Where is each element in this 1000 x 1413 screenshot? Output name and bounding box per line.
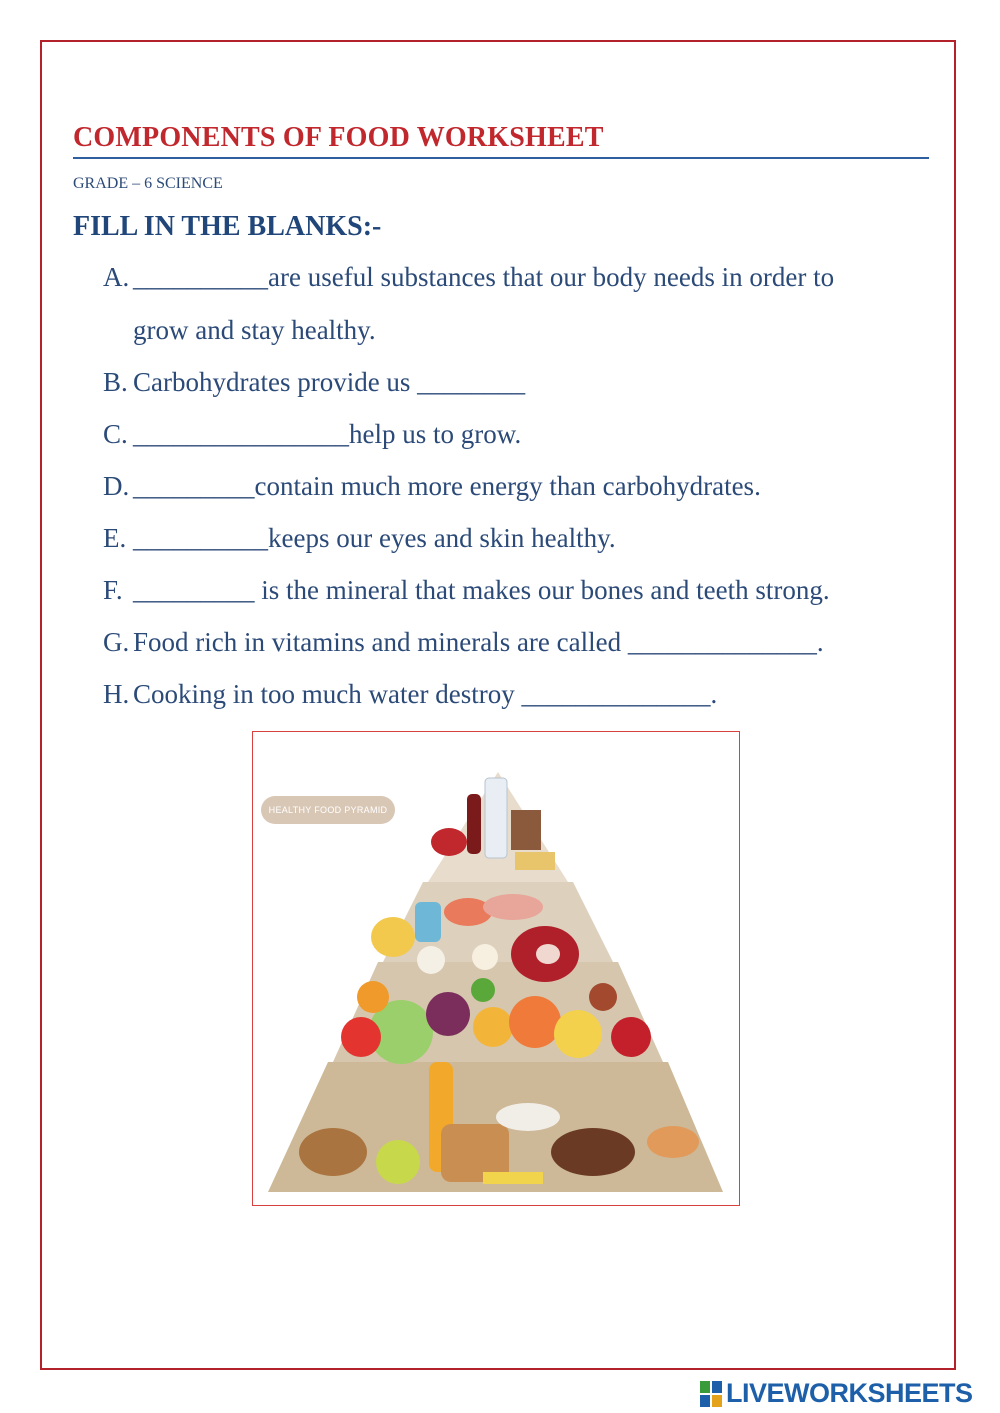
liveworksheets-logo[interactable] <box>700 1378 973 1409</box>
worksheet-title: COMPONENTS OF FOOD WORKSHEET <box>73 122 604 153</box>
cheese-icon <box>515 852 555 870</box>
tea-box-icon <box>511 810 541 850</box>
tomato-icon <box>341 1017 381 1057</box>
question-a-continuation: grow and stay healthy. <box>133 315 376 345</box>
pasta-icon <box>483 1172 543 1184</box>
apple-icon <box>611 1017 651 1057</box>
jelly-icon <box>431 828 467 856</box>
question-text: Food rich in vitamins and minerals are called ______________. <box>133 627 824 657</box>
question-letter: F. <box>103 575 123 605</box>
pumpkin-icon <box>357 981 389 1013</box>
red-cabbage-icon <box>426 992 470 1036</box>
whole-grain-bread-icon <box>299 1128 367 1176</box>
question-text: __________are useful substances that our body needs in order to <box>133 262 835 292</box>
question-text: Cooking in too much water destroy ______________. <box>133 679 718 709</box>
grapefruit-icon <box>509 996 561 1048</box>
question-text: ________________help us to grow. <box>133 419 522 449</box>
question-b <box>103 367 525 398</box>
question-letter: B. <box>103 367 128 397</box>
olive-jar-icon <box>376 1140 420 1184</box>
pepper-icon <box>473 1007 513 1047</box>
mushroom-icon <box>417 946 445 974</box>
liveworksheets-mark-icon <box>700 1381 722 1407</box>
section-heading: FILL IN THE BLANKS:- <box>73 211 382 242</box>
question-c <box>103 419 521 450</box>
lemon-icon <box>554 1010 602 1058</box>
question-g <box>103 627 824 658</box>
question-f <box>103 575 830 606</box>
nut-icon <box>589 983 617 1011</box>
question-letter: E. <box>103 523 127 553</box>
egg-icon <box>472 944 498 970</box>
question-letter: C. <box>103 419 128 449</box>
milk-jug-icon <box>415 902 441 942</box>
bottle-icon <box>467 794 481 854</box>
question-letter: H. <box>103 679 130 709</box>
question-e <box>103 523 616 554</box>
pyramid-label: HEALTHY FOOD PYRAMID <box>261 796 395 824</box>
lettuce-icon <box>471 978 495 1002</box>
question-text: __________keeps our eyes and skin healthy. <box>133 523 616 553</box>
title-underline <box>73 157 929 159</box>
question-text: _________ is the mineral that makes our bones and teeth strong. <box>133 575 830 605</box>
lentils-icon <box>647 1126 699 1158</box>
question-a <box>103 262 834 293</box>
rice-icon <box>496 1103 560 1131</box>
salmon-icon <box>444 898 492 926</box>
milk-carton-icon <box>485 778 507 858</box>
bacon-icon <box>483 894 543 920</box>
question-text: _________contain much more energy than carbohydrates. <box>133 471 761 501</box>
beans-bowl-icon <box>551 1128 635 1176</box>
question-h <box>103 679 717 710</box>
worksheet-subtitle: GRADE – 6 SCIENCE <box>73 175 223 192</box>
ham-bone-icon <box>536 944 560 964</box>
question-text: Carbohydrates provide us ________ <box>133 367 526 397</box>
question-letter: G. <box>103 627 130 657</box>
food-pyramid-image <box>252 731 740 1206</box>
question-letter: D. <box>103 471 130 501</box>
question-letter: A. <box>103 262 130 292</box>
cheese-wheel-icon <box>371 917 415 957</box>
question-d <box>103 471 761 502</box>
logo-text: LIVEWORKSHEETS <box>726 1378 973 1408</box>
food-pyramid-illustration <box>253 732 740 1206</box>
